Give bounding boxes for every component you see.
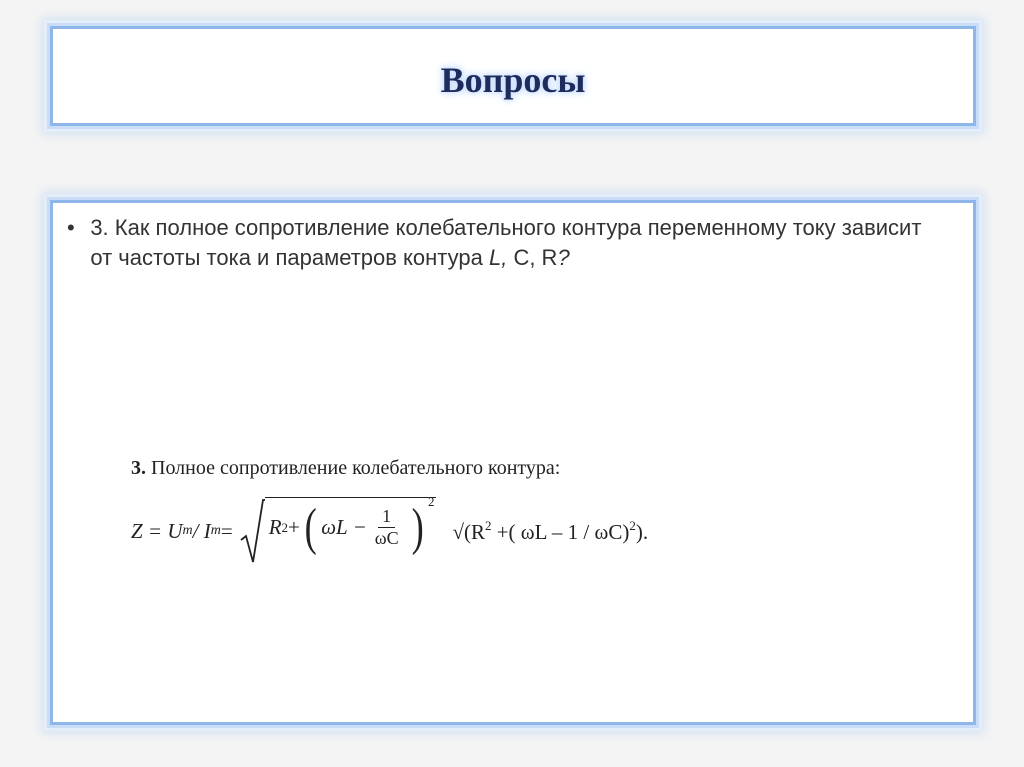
question-main: 3. Как полное сопротивление колебательного контура переменному току зависит от частоты тока и параметров контура	[90, 215, 922, 270]
bullet-item	[67, 213, 943, 273]
alt-rest: +( ωL – 1 / ωC)	[491, 519, 630, 544]
formula-sub-m2: m	[210, 523, 221, 538]
formula-sub-m1: m	[182, 523, 193, 538]
title-frame	[50, 26, 976, 126]
question-mark: ?	[557, 245, 570, 270]
alt-expr: √(R	[452, 519, 485, 544]
question-text	[90, 213, 943, 273]
alternative-expression	[452, 518, 648, 545]
answer-heading-text: Полное сопротивление колебательного контура:	[146, 457, 561, 479]
fraction-denominator: ωC	[374, 528, 399, 548]
alt-sup: 2	[484, 517, 492, 533]
formula-omega-l: ωL −	[321, 515, 367, 539]
left-paren: (	[304, 498, 317, 556]
formula-r-sup: 2	[281, 519, 289, 535]
formula-lhs: Z = U	[131, 518, 183, 543]
slide-title: Вопросы	[440, 60, 586, 100]
formula-outer-sup: 2	[427, 493, 435, 509]
radicand	[265, 493, 437, 556]
fraction	[371, 506, 403, 549]
answer-heading-num: 3.	[131, 457, 146, 479]
fraction-numerator: 1	[378, 506, 395, 528]
right-paren: )	[411, 498, 424, 556]
radical-sign-icon	[239, 498, 265, 564]
formula-div: / I	[192, 518, 211, 543]
impedance-formula	[131, 493, 649, 564]
bullet-marker: •	[67, 215, 75, 240]
alt-sup2: 2	[629, 517, 636, 533]
answer-image	[131, 457, 648, 564]
formula-plus: +	[288, 515, 300, 539]
formula-r: R	[268, 515, 282, 539]
alt-end: ).	[635, 519, 649, 544]
formula-eq: =	[220, 518, 233, 543]
content-frame	[50, 200, 976, 725]
question-params-rest: C, R	[507, 245, 558, 270]
answer-heading	[131, 457, 648, 480]
square-root	[239, 493, 437, 564]
question-param-l: L,	[488, 245, 508, 270]
